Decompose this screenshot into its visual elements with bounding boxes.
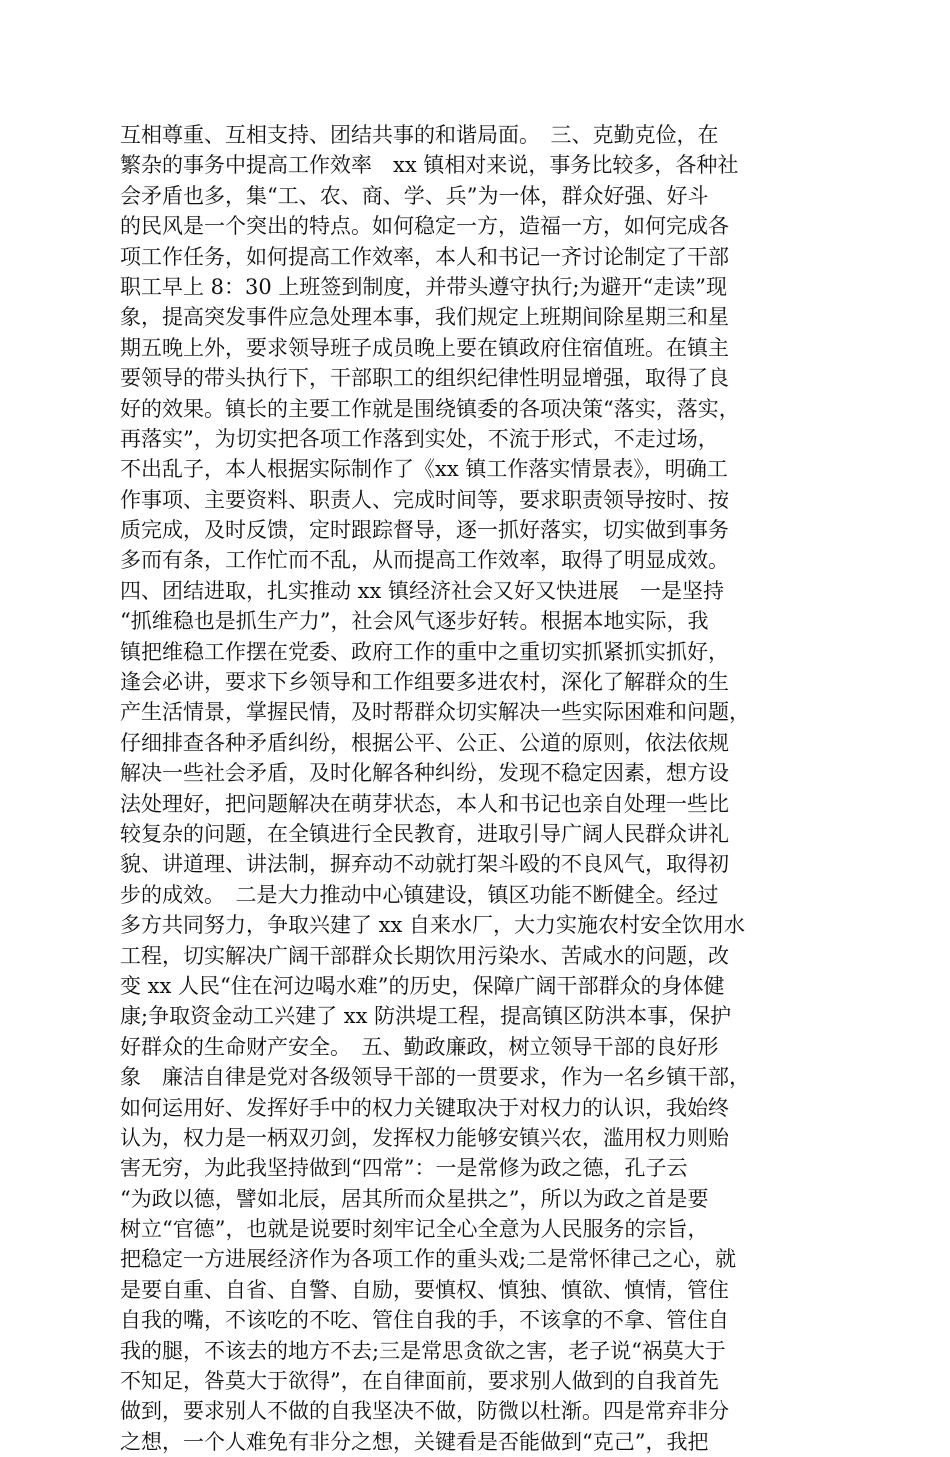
text-line: 再落实”，为切实把各项工作落到实处，不流于形式，不走过场，	[120, 426, 719, 451]
text-line: 自我的嘴，不该吃的不吃、管住自我的手，不该拿的不拿、管住自	[120, 1308, 729, 1333]
text-line: 法处理好，把问题解决在萌芽状态，本人和书记也亲自处理一些比	[120, 791, 729, 816]
text-line: 不知足，咎莫大于欲得”，在自律面前，要求别人做到的自我首先	[120, 1369, 719, 1394]
text-line: 繁杂的事务中提高工作效率 xx 镇相对来说，事务比较多，各种社	[120, 153, 739, 178]
text-line: 解决一些社会矛盾，及时化解各种纠纷，发现不稳定因素，想方设	[120, 761, 729, 786]
text-line: 树立“官德”，也就是说要时刻牢记全心全意为人民服务的宗旨，	[120, 1217, 709, 1242]
text-line: 好群众的生命财产安全。 五、勤政廉政，树立领导干部的良好形	[120, 1034, 719, 1059]
text-line: 多而有条，工作忙而不乱，从而提高工作效率，取得了明显成效。	[120, 548, 729, 573]
text-line: 多方共同努力，争取兴建了 xx 自来水厂，大力实施农村安全饮用水	[120, 913, 746, 938]
text-line: 变 xx 人民“住在河边喝水难”的历史，保障广阔干部群众的身体健	[120, 973, 725, 998]
text-line: 之想，一个人难免有非分之想，关键看是否能做到“克己”，我把	[120, 1429, 709, 1454]
text-line: 步的成效。 二是大力推动中心镇建设，镇区功能不断健全。经过	[120, 882, 719, 907]
text-line: 害无穷，为此我坚持做到“四常”：一是常修为政之德，孔子云	[120, 1156, 688, 1181]
text-line: 好的效果。镇长的主要工作就是围绕镇委的各项决策“落实，落实，	[120, 396, 740, 421]
text-line: 如何运用好、发挥好手中的权力关键取决于对权力的认识，我始终	[120, 1095, 729, 1120]
text-line: 认为，权力是一柄双刃剑，发挥权力能够安镇兴农，滥用权力则贻	[120, 1125, 729, 1150]
text-line: 不出乱子，本人根据实际制作了《xx 镇工作落实情景表》，明确工	[120, 457, 728, 482]
text-line: “为政以德，譬如北辰，居其所而众星拱之”，所以为政之首是要	[120, 1186, 709, 1211]
text-line: 工程，切实解决广阔干部群众长期饮用污染水、苦咸水的问题，改	[120, 943, 729, 968]
text-line: 象，提高突发事件应急处理本事，我们规定上班期间除星期三和星	[120, 305, 729, 330]
text-line: 逢会必讲，要求下乡领导和工作组要多进农村，深化了解群众的生	[120, 670, 729, 695]
text-line: 职工早上 8：30 上班签到制度，并带头遵守执行;为避开“走读”现	[120, 274, 727, 299]
text-line: 期五晚上外，要求领导班子成员晚上要在镇政府住宿值班。在镇主	[120, 335, 729, 360]
text-line: 质完成，及时反馈，定时跟踪督导，逐一抓好落实，切实做到事务	[120, 518, 729, 543]
text-line: 做到，要求别人不做的自我坚决不做，防微以杜渐。四是常弃非分	[120, 1399, 729, 1424]
text-line: 作事项、主要资料、职责人、完成时间等，要求职责领导按时、按	[120, 487, 729, 512]
text-line: 康;争取资金动工兴建了 xx 防洪堤工程，提高镇区防洪本事，保护	[120, 1004, 732, 1029]
body-text	[120, 120, 820, 1457]
text-line: 把稳定一方进展经济作为各项工作的重头戏;二是常怀律己之心，就	[120, 1247, 737, 1272]
text-line: 产生活情景，掌握民情，及时帮群众切实解决一些实际困难和问题，	[120, 700, 750, 725]
text-line: 四、团结进取，扎实推动 xx 镇经济社会又好又快进展 一是坚持	[120, 578, 725, 603]
text-line: 是要自重、自省、自警、自励，要慎权、慎独、慎欲、慎情，管住	[120, 1277, 729, 1302]
text-line: “抓维稳也是抓生产力”，社会风气逐步好转。根据本地实际，我	[120, 609, 709, 634]
text-line: 镇把维稳工作摆在党委、政府工作的重中之重切实抓紧抓实抓好，	[120, 639, 729, 664]
text-line: 较复杂的问题，在全镇进行全民教育，进取引导广阔人民群众讲礼	[120, 821, 729, 846]
text-line: 的民风是一个突出的特点。如何稳定一方，造福一方，如何完成各	[120, 214, 729, 239]
text-line: 象 廉洁自律是党对各级领导干部的一贯要求，作为一名乡镇干部，	[120, 1065, 750, 1090]
text-line: 要领导的带头执行下，干部职工的组织纪律性明显增强，取得了良	[120, 366, 729, 391]
text-line: 仔细排查各种矛盾纠纷，根据公平、公正、公道的原则，依法依规	[120, 730, 729, 755]
text-line: 互相尊重、互相支持、团结共事的和谐局面。 三、克勤克俭，在	[120, 123, 719, 147]
text-line: 我的腿，不该去的地方不去;三是常思贪欲之害，老子说“祸莫大于	[120, 1338, 726, 1363]
text-line: 貌、讲道理、讲法制，摒弃动不动就打架斗殴的不良风气，取得初	[120, 852, 729, 877]
text-line: 会矛盾也多，集“工、农、商、学、兵”为一体，群众好强、好斗	[120, 183, 709, 208]
text-line: 项工作任务，如何提高工作效率，本人和书记一齐讨论制定了干部	[120, 244, 729, 269]
